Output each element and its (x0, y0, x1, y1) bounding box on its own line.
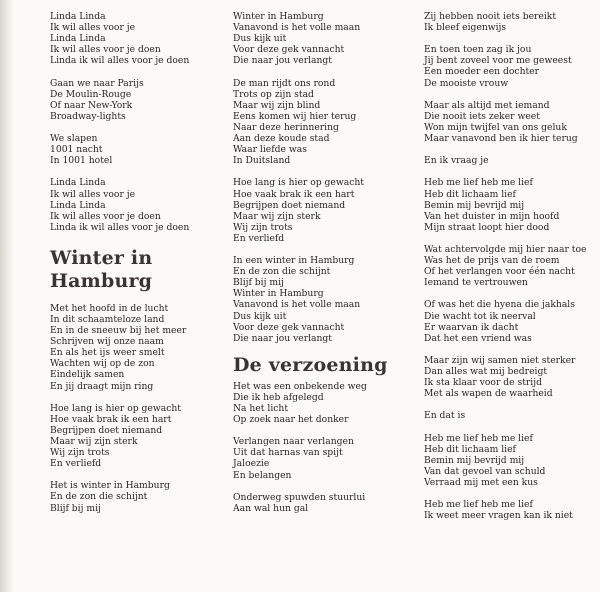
lyric-line: Was het de prijs van de roem (424, 255, 560, 267)
lyric-line: En de zon die schijnt (50, 491, 148, 503)
song-title (50, 247, 220, 293)
lyric-line: Met het hoofd in de lucht (50, 302, 169, 314)
lyric-line: Voor deze gek vannacht (233, 44, 345, 56)
stanza (233, 177, 408, 244)
lyric-line: In 1001 hotel (50, 155, 113, 167)
lyric-line: Hoe vaak brak ik een hart (50, 413, 172, 425)
stanza-gap (424, 488, 594, 499)
lyric-line: Won mijn twijfel van ons geluk (424, 121, 567, 133)
lyric-line: Van het duister in mijn hoofd (424, 210, 560, 222)
lyric-line: Ik wil alles voor je (50, 188, 136, 200)
lyric-line: Met als wapen de waarheid (424, 388, 553, 400)
stanza (50, 480, 220, 513)
lyric-line: Eens komen wij hier terug (233, 110, 357, 122)
lyric-line: Bemin mij bevrijd mij (424, 199, 525, 211)
lyric-line: Vanavond is het volle maan (233, 22, 361, 34)
stanza (50, 11, 220, 66)
lyric-line: Waar liefde was (233, 144, 307, 156)
lyric-line: Blijf bij mij (50, 502, 101, 514)
lyric-line: Jij bent zoveel voor me geweest (424, 55, 572, 67)
stanza (424, 244, 594, 288)
stanza (424, 11, 594, 33)
stanza-gap (50, 233, 220, 241)
stanza (233, 78, 408, 167)
lyric-line: Dus kijk uit (233, 33, 287, 45)
lyric-line: Verlangen naar verlangen (233, 436, 354, 448)
stanza (424, 499, 594, 521)
lyric-line: Die wacht tot ik neerval (424, 310, 536, 322)
stanza (50, 403, 220, 470)
lyric-line: Voor deze gek vannacht (233, 321, 345, 333)
lyric-line: Hoe lang is hier op gewacht (233, 177, 364, 189)
lyric-line: Dat het een vriend was (424, 332, 532, 344)
lyric-line: Ik weet meer vragen kan ik niet (424, 510, 573, 522)
stanza (424, 299, 594, 343)
lyric-line: Maar zijn wij samen niet sterker (424, 354, 576, 366)
lyric-line: Linda Linda (50, 11, 106, 22)
stanza-gap (424, 144, 594, 155)
lyric-line: Maar wij zijn sterk (50, 436, 138, 447)
lyric-line: Aan wal hun gal (233, 502, 309, 514)
lyric-line: Zij hebben nooit iets bereikt (424, 11, 557, 22)
lyric-line: Die nooit iets zeker weet (424, 110, 540, 122)
lyric-line: Broadway-lights (50, 110, 126, 122)
lyric-line: Vanavond is het volle maan (233, 299, 361, 311)
stanza (233, 436, 408, 480)
stanza (424, 155, 594, 166)
lyric-line: En ik vraag je (424, 155, 489, 167)
lyric-line: Op zoek naar het donker (233, 414, 349, 426)
lyric-line: En de zon die schijnt (233, 266, 331, 278)
lyric-line: De mooiste vrouw (424, 77, 509, 89)
stanza (424, 433, 594, 488)
stanza-gap (233, 344, 408, 352)
song-title-line: Winter in (50, 246, 153, 269)
lyric-line: Heb dit lichaam lief (424, 443, 516, 455)
lyric-line: Gaan we naar Parijs (50, 77, 144, 89)
lyric-line: Dan alles wat mij bedreigt (424, 366, 548, 377)
lyric-line: In een winter in Hamburg (233, 255, 355, 267)
lyric-line: Heb me lief heb me lief (424, 432, 533, 444)
lyrics-column-3 (424, 11, 594, 521)
lyric-line: Heb me lief heb me lief (424, 177, 533, 189)
stanza (233, 11, 408, 66)
lyrics-column-1 (50, 11, 220, 514)
stanza-gap (50, 122, 220, 133)
lyric-line: Heb dit lichaam lief (424, 188, 516, 200)
lyric-line: Blijf bij mij (233, 277, 284, 289)
lyric-line: Winter in Hamburg (233, 11, 324, 22)
stanza (50, 133, 220, 166)
lyric-line: 1001 nacht (50, 144, 103, 156)
lyric-line: Aan deze koude stad (233, 133, 330, 145)
lyric-line: Die naar jou verlangt (233, 55, 332, 67)
lyric-line: Wachten wij op de zon (50, 358, 155, 370)
lyric-line: Onderweg spuwden stuurlui (233, 491, 366, 503)
lyric-line: En in de sneeuw bij het meer (50, 325, 187, 337)
lyric-line: We slapen (50, 133, 98, 145)
lyric-line: Linda Linda (50, 33, 106, 45)
lyric-line: Iemand te vertrouwen (424, 277, 528, 289)
stanza-gap (50, 166, 220, 177)
stanza-gap (424, 166, 594, 177)
lyric-line: Jaloezie (233, 458, 270, 470)
lyric-line: Begrijpen doet niemand (50, 424, 163, 436)
lyric-line: Het is winter in Hamburg (50, 480, 170, 492)
lyric-line: Of het verlangen voor één nacht (424, 266, 575, 278)
lyric-line: Van dat gevoel van schuld (424, 465, 546, 477)
lyric-line: En dat is (424, 410, 466, 422)
stanza (50, 78, 220, 122)
lyric-line: Ik wil alles voor je (50, 22, 136, 34)
lyric-line: De Moulin-Rouge (50, 88, 132, 100)
lyric-line: Het was een onbekende weg (233, 380, 367, 392)
lyric-line: Dus kijk uit (233, 310, 287, 322)
lyric-line: Eindelijk samen (50, 369, 125, 381)
lyric-line: Die naar jou verlangt (233, 332, 332, 344)
lyric-line: Ik wil alles voor je doen (50, 44, 161, 56)
song-title-line: De verzoening (233, 353, 388, 376)
stanza-gap (233, 244, 408, 255)
stanza-gap (233, 66, 408, 77)
stanza (233, 255, 408, 344)
lyric-line: Verraad mij met een kus (424, 476, 538, 488)
lyric-line: Na het licht (233, 403, 289, 414)
lyric-line: Maar wij zijn blind (233, 99, 321, 111)
stanza (424, 410, 594, 421)
stanza-gap (424, 89, 594, 100)
page-fold-shadow (0, 0, 14, 592)
stanza (424, 100, 594, 144)
lyric-line: Maar vanavond ben ik hier terug (424, 133, 578, 145)
lyric-line: Ik sta klaar voor de strijd (424, 377, 542, 389)
stanza-gap (233, 481, 408, 492)
stanza-gap (424, 421, 594, 432)
stanza (50, 303, 220, 392)
stanza-gap (424, 288, 594, 299)
stanza-gap (424, 344, 594, 355)
lyric-line: En verliefd (233, 232, 285, 244)
lyric-line: Winter in Hamburg (233, 288, 324, 300)
stanza-gap (424, 233, 594, 244)
lyric-line: Begrijpen doet niemand (233, 199, 346, 211)
stanza (424, 355, 594, 399)
lyric-line: Linda Linda (50, 199, 106, 211)
lyric-line: Die ik heb afgelegd (233, 391, 324, 403)
stanza (424, 44, 594, 88)
lyric-line: Hoe lang is hier op gewacht (50, 402, 181, 414)
lyric-line: Mijn straat loopt hier dood (424, 221, 550, 233)
lyric-line: Bemin mij bevrijd mij (424, 454, 525, 466)
stanza-gap (424, 399, 594, 410)
song-title-line: Hamburg (50, 269, 153, 292)
lyric-line: Maar als altijd met iemand (424, 99, 550, 111)
stanza (424, 177, 594, 232)
lyric-line: Uit dat harnas van spijt (233, 447, 343, 459)
stanza-gap (233, 166, 408, 177)
lyric-line: Linda Linda (50, 177, 106, 189)
lyric-line: Wij zijn trots (50, 447, 110, 459)
song-title (233, 354, 408, 377)
lyric-line: Ik bleef eigenwijs (424, 22, 507, 34)
lyric-line: Naar deze herinnering (233, 121, 339, 133)
lyric-line: Wij zijn trots (233, 221, 293, 233)
lyric-line: En als het ijs weer smelt (50, 347, 165, 359)
lyric-line: En verliefd (50, 458, 102, 470)
lyric-line: Of was het die hyena die jakhals (424, 299, 575, 311)
lyric-line: Heb me lief heb me lief (424, 499, 533, 511)
lyric-line: Schrijven wij onze naam (50, 336, 164, 348)
lyric-line: Linda ik wil alles voor je doen (50, 221, 190, 233)
lyric-line: De man rijdt ons rond (233, 77, 336, 89)
stanza (233, 381, 408, 425)
lyric-line: Wat achtervolgde mij hier naar toe (424, 243, 587, 255)
lyric-line: Er waarvan ik dacht (424, 321, 519, 333)
lyric-line: Linda ik wil alles voor je doen (50, 55, 190, 67)
lyric-line: Hoe vaak brak ik een hart (233, 188, 355, 200)
lyric-line: Of naar New-York (50, 99, 133, 111)
lyrics-column-2 (233, 11, 408, 514)
lyric-line: Een moeder een dochter (424, 66, 540, 78)
lyric-line: In dit schaamteloze land (50, 313, 165, 325)
lyric-line: Trots op zijn stad (233, 88, 314, 100)
lyric-line: En jij draagt mijn ring (50, 380, 154, 392)
stanza-gap (424, 33, 594, 44)
lyric-line: In Duitsland (233, 155, 291, 167)
lyric-line: Maar wij zijn sterk (233, 210, 321, 222)
stanza-gap (50, 469, 220, 480)
stanza-gap (50, 66, 220, 77)
stanza-gap (233, 425, 408, 436)
lyric-line: En toen toen zag ik jou (424, 44, 532, 56)
stanza-gap (50, 392, 220, 403)
lyric-line: Ik wil alles voor je doen (50, 210, 161, 222)
stanza (50, 177, 220, 232)
lyric-line: En belangen (233, 469, 292, 481)
stanza (233, 492, 408, 514)
